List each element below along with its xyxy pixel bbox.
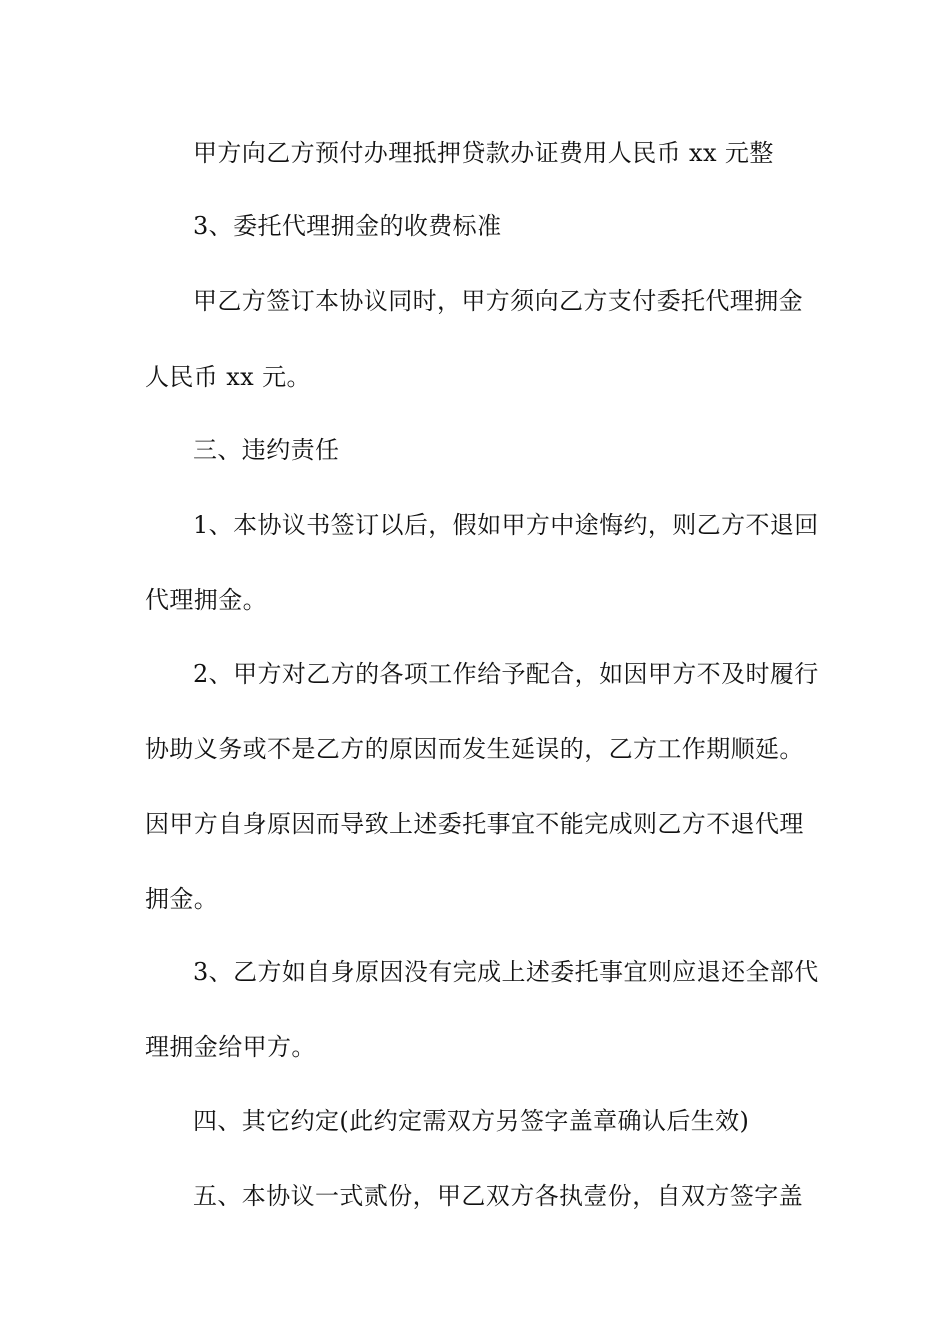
paragraph-line-breach-1a: 1、本协议书签订以后，假如甲方中途悔约，则乙方不退回 xyxy=(193,511,819,539)
paragraph-line-commission-2: 人民币 xx 元。 xyxy=(145,363,311,391)
paragraph-line-breach-3b: 理拥金给甲方。 xyxy=(145,1033,316,1061)
section-heading-breach: 三、违约责任 xyxy=(193,436,340,464)
paragraph-line-commission-1: 甲乙方签订本协议同时，甲方须向乙方支付委托代理拥金 xyxy=(193,287,803,315)
paragraph-line-breach-1b: 代理拥金。 xyxy=(145,586,267,614)
section-heading-other-terms: 四、其它约定(此约定需双方另签字盖章确认后生效) xyxy=(193,1107,750,1135)
paragraph-line-breach-2b: 协助义务或不是乙方的原因而发生延误的，乙方工作期顺延。 xyxy=(145,735,804,763)
section-heading-commission-fee: 3、委托代理拥金的收费标准 xyxy=(193,212,502,240)
paragraph-line-breach-2a: 2、甲方对乙方的各项工作给予配合，如因甲方不及时履行 xyxy=(193,660,819,688)
paragraph-line-copies: 五、本协议一式贰份，甲乙双方各执壹份，自双方签字盖 xyxy=(193,1182,803,1210)
paragraph-line-breach-3a: 3、乙方如自身原因没有完成上述委托事宜则应退还全部代 xyxy=(193,958,819,986)
paragraph-line-breach-2d: 拥金。 xyxy=(145,885,219,913)
paragraph-line-prepayment: 甲方向乙方预付办理抵押贷款办证费用人民币 xx 元整 xyxy=(193,139,774,167)
paragraph-line-breach-2c: 因甲方自身原因而导致上述委托事宜不能完成则乙方不退代理 xyxy=(145,810,804,838)
